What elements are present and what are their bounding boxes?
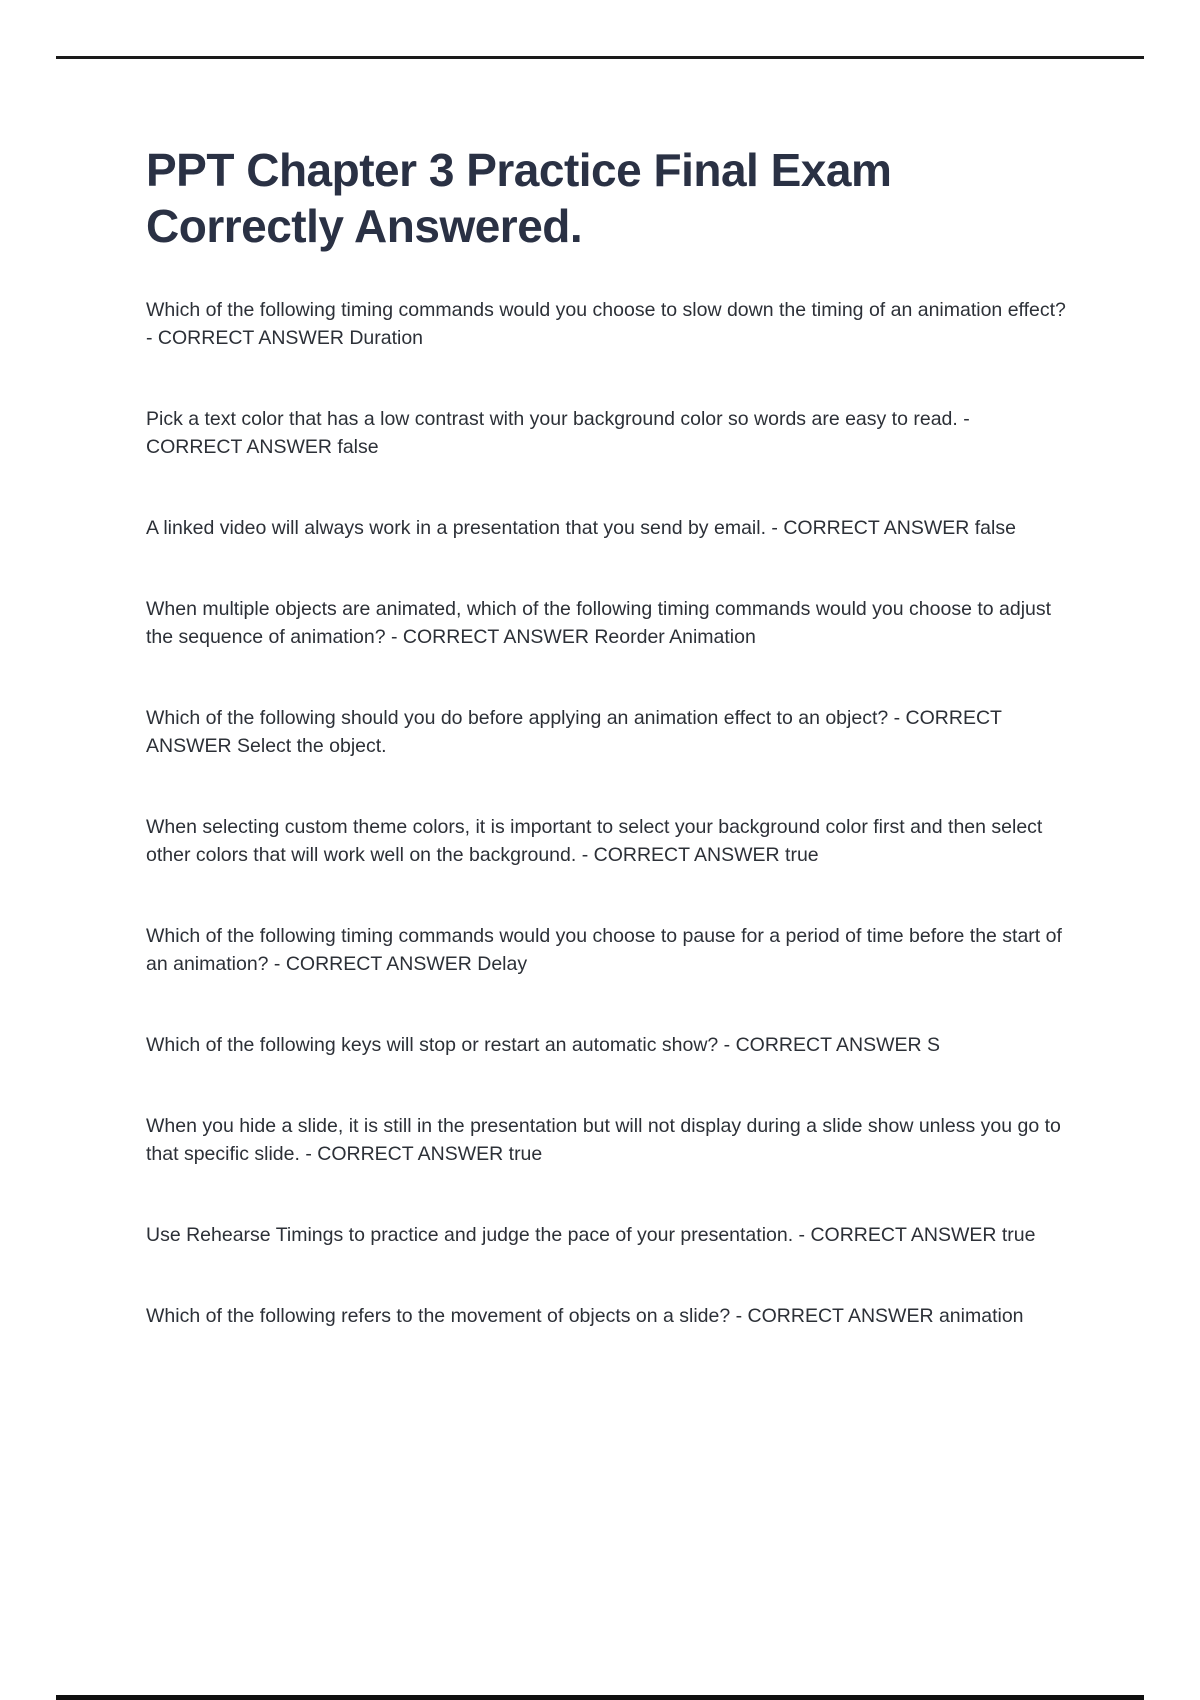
page-content	[146, 142, 1071, 1383]
page-title: PPT Chapter 3 Practice Final Exam Correctly Answered.	[146, 144, 892, 252]
qa-item: Which of the following refers to the movement of objects on a slide? - CORRECT ANSWER animation	[146, 1305, 1024, 1327]
footer-rule	[56, 1695, 1144, 1700]
qa-list	[146, 296, 1071, 1330]
qa-item: Use Rehearse Timings to practice and judge the pace of your presentation. - CORRECT ANSWER true	[146, 1224, 1036, 1246]
qa-item: Pick a text color that has a low contrast with your background color so words are easy to read. - CORRECT ANSWER false	[146, 408, 970, 458]
qa-item: Which of the following keys will stop or restart an automatic show? - CORRECT ANSWER S	[146, 1034, 940, 1056]
qa-item: When multiple objects are animated, which of the following timing commands would you choose to adjust the sequence of animation? - CORRECT ANSWER Reorder Animation	[146, 598, 1052, 648]
qa-item: When you hide a slide, it is still in the presentation but will not display during a slide show unless you go to that specific slide. - CORRECT ANSWER true	[146, 1115, 1061, 1165]
qa-item: A linked video will always work in a presentation that you send by email. - CORRECT ANSWER false	[146, 517, 1016, 539]
qa-item: When selecting custom theme colors, it is important to select your background color first and then select other colors that will work well on the background. - CORRECT ANSWER true	[146, 816, 1043, 866]
qa-item: Which of the following timing commands would you choose to slow down the timing of an animation effect? - CORRECT ANSWER Duration	[146, 299, 1066, 349]
qa-item: Which of the following timing commands would you choose to pause for a period of time before the start of an animation? - CORRECT ANSWER Delay	[146, 925, 1062, 975]
qa-item: Which of the following should you do before applying an animation effect to an object? - CORRECT ANSWER Select the object.	[146, 707, 1002, 757]
header-rule	[56, 56, 1144, 59]
